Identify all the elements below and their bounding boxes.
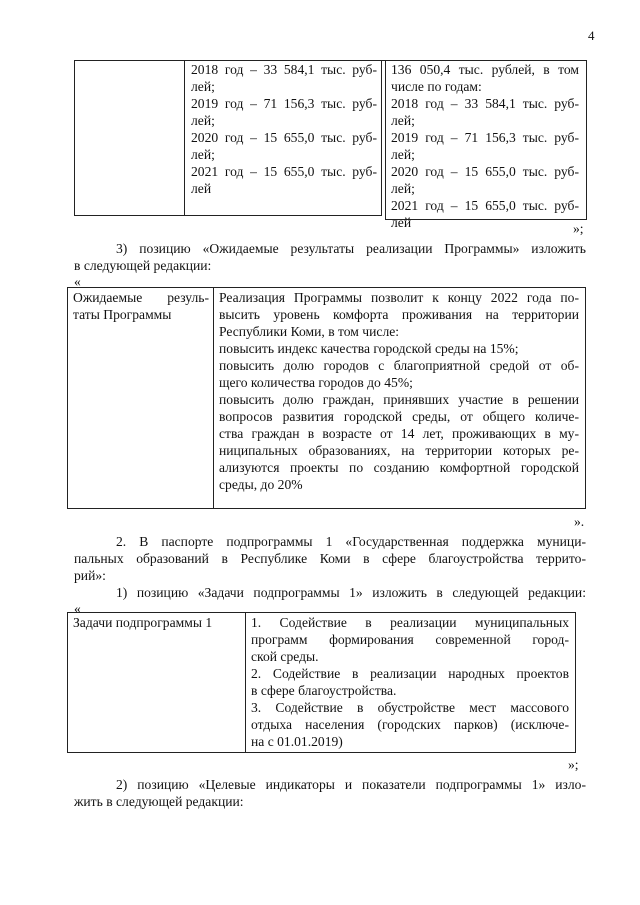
table-left-border bbox=[74, 60, 75, 216]
cell-line: повысить долю граждан, принявших участие в решении bbox=[219, 392, 579, 407]
cell-line: Реализация Программы позволит к концу 2022 года по- bbox=[219, 290, 579, 305]
cell-line: лей; bbox=[391, 147, 415, 162]
cell-line: 2020 год – 15 655,0 тыс. руб- bbox=[191, 130, 377, 145]
cell-line: Ожидаемые резуль- bbox=[73, 290, 209, 305]
cell-line: ализуются проекты по созданию комфортной городской bbox=[219, 460, 579, 475]
paragraph-section-2: 2. В паспорте подпрограммы 1 «Государственная поддержка муници- bbox=[116, 534, 586, 549]
cell-line: вопросов развития городской среды, от общего количе- bbox=[219, 409, 579, 424]
cell-line: ниципальных образованиях, на территории которых ре- bbox=[219, 443, 579, 458]
cell-line: числе по годам: bbox=[391, 79, 482, 94]
cell-line: повысить долю городов с благоприятной средой от об- bbox=[219, 358, 579, 373]
closing-quote: »; bbox=[568, 757, 579, 772]
cell-line: щего количества городов до 45%; bbox=[219, 375, 413, 390]
table-bottom-border bbox=[74, 215, 382, 216]
cell-line: Республики Коми, в том числе: bbox=[219, 324, 400, 339]
cell-line: лей; bbox=[391, 113, 415, 128]
table-cell-total bbox=[391, 61, 579, 231]
table-col-divider bbox=[184, 60, 185, 216]
paragraph-item-1: 1) позицию «Задачи подпрограммы 1» изложить в следующей редакции: bbox=[116, 585, 586, 600]
cell-line: 2. Содействие в реализации народных проектов bbox=[251, 666, 569, 681]
cell-line: ства граждан в возрасте от 14 лет, проживающих в му- bbox=[219, 426, 579, 441]
cell-line: среды, до 20% bbox=[219, 477, 303, 492]
cell-line: высить уровень комфорта проживания на территории bbox=[219, 307, 579, 322]
cell-line: 1. Содействие в реализации муниципальных bbox=[251, 615, 569, 630]
table-content-cell bbox=[219, 289, 579, 493]
cell-line: 2019 год – 71 156,3 тыс. руб- bbox=[191, 96, 377, 111]
cell-line: ской среды. bbox=[251, 649, 319, 664]
cell-line: в сфере благоустройства. bbox=[251, 683, 397, 698]
closing-quote: »; bbox=[573, 221, 584, 236]
cell-line: лей; bbox=[391, 181, 415, 196]
cell-line: лей; bbox=[191, 79, 215, 94]
table-col-divider bbox=[385, 60, 386, 220]
table-col-divider bbox=[245, 612, 246, 753]
table-label-cell bbox=[73, 614, 241, 631]
paragraph-item-2: 2) позицию «Целевые индикаторы и показатели подпрограммы 1» изло- bbox=[116, 777, 586, 792]
cell-line: 2021 год – 15 655,0 тыс. руб- bbox=[391, 198, 579, 213]
table-content-cell bbox=[251, 614, 569, 750]
cell-line: повысить индекс качества городской среды на 15%; bbox=[219, 341, 519, 356]
cell-line: отдыха населения (городских парков) (исключе- bbox=[251, 717, 569, 732]
table-col-divider bbox=[213, 287, 214, 509]
page-number: 4 bbox=[588, 28, 595, 43]
table-col-divider bbox=[381, 60, 382, 216]
cell-line: 2018 год – 33 584,1 тыс. руб- bbox=[391, 96, 579, 111]
table-right-border bbox=[586, 60, 587, 220]
cell-line: лей; bbox=[191, 147, 215, 162]
cell-line: таты Программы bbox=[73, 307, 172, 322]
closing-quote: ». bbox=[574, 514, 585, 529]
cell-line: лей; bbox=[191, 113, 215, 128]
paragraph-item-2-cont: жить в следующей редакции: bbox=[74, 794, 244, 809]
cell-line: на с 01.01.2019) bbox=[251, 734, 343, 749]
cell-line: Задачи подпрограммы 1 bbox=[73, 615, 213, 630]
cell-line: 3. Содействие в обустройстве мест массового bbox=[251, 700, 569, 715]
cell-line: программ формирования современной город- bbox=[251, 632, 569, 647]
cell-line: 2020 год – 15 655,0 тыс. руб- bbox=[391, 164, 579, 179]
cell-line: лей bbox=[191, 181, 212, 196]
cell-line: лей bbox=[391, 215, 412, 230]
cell-line: 136 050,4 тыс. рублей, в том bbox=[391, 62, 579, 77]
table-label-cell bbox=[73, 289, 209, 323]
paragraph-section-2-cont: рий»: bbox=[74, 568, 106, 583]
cell-line: 2021 год – 15 655,0 тыс. руб- bbox=[191, 164, 377, 179]
opening-quote: « bbox=[74, 274, 81, 289]
table-cell-annual bbox=[191, 61, 377, 197]
paragraph-section-2-cont: пальных образований в Республике Коми в сфере благоустройства террито- bbox=[74, 551, 586, 566]
paragraph-item-3: 3) позицию «Ожидаемые результаты реализации Программы» изложить bbox=[116, 241, 586, 256]
cell-line: 2018 год – 33 584,1 тыс. руб- bbox=[191, 62, 377, 77]
cell-line: 2019 год – 71 156,3 тыс. руб- bbox=[391, 130, 579, 145]
opening-quote: « bbox=[74, 601, 81, 616]
paragraph-item-3-cont: в следующей редакции: bbox=[74, 258, 212, 273]
